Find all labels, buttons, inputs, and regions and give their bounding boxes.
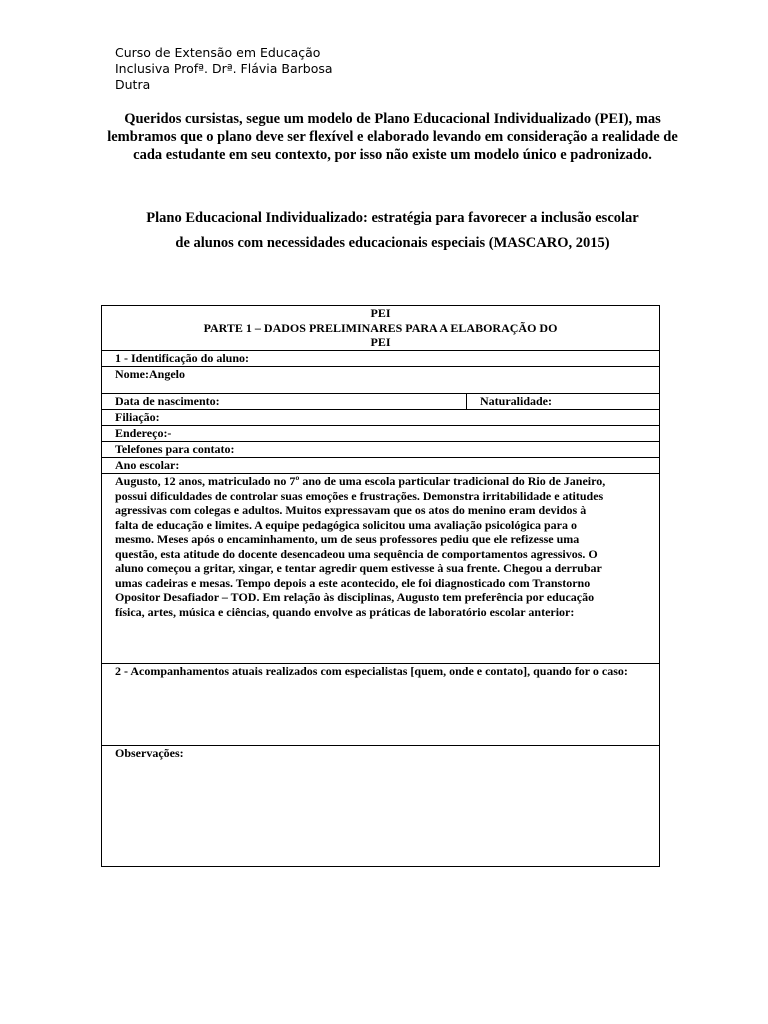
form-heading-line: PARTE 1 – DADOS PRELIMINARES PARA A ELABORAÇÃO DO bbox=[203, 320, 558, 335]
field-descricao[interactable]: Augusto, 12 anos, matriculado no 7º ano de uma escola particular tradicional do Rio de Janeiro, possui dificuldades de controlar suas emoções e frustrações. Demonstra irritabilidade e atitudes agressivas com colegas e adultos. Muitos expressavam que os atos do menino eram devidos à falta de educação e limites. A equipe pedagógica solicitou uma avaliação psicológica para o mesmo. Meses após o encaminhamento, um de seus professores pediu que ele refizesse uma questão, esta atitude do docente desencadeou uma sequência de comportamentos agressivos. O aluno começou a gritar, xingar, e tentar agredir quem estivesse à sua frente. Chegou a derrubar umas cadeiras e mesas. Tempo depois a este acontecido, ele foi diagnosticado com Transtorno Opositor Desafiador – TOD. Em relação às disciplinas, Augusto tem preferência por educação física, artes, música e ciências, quando envolve as práticas de laboratório escolar anterior: bbox=[102, 474, 660, 664]
form-row bbox=[102, 410, 660, 426]
field-naturalidade[interactable]: Naturalidade: bbox=[467, 394, 660, 410]
field-ano-escolar[interactable]: Ano escolar: bbox=[102, 458, 660, 474]
form-heading bbox=[102, 306, 660, 351]
form-heading-line: PEI bbox=[370, 306, 391, 320]
form-row bbox=[102, 474, 660, 664]
section-acompanhamentos[interactable]: 2 - Acompanhamentos atuais realizados com especialistas [quem, onde e contato], quando for o caso: bbox=[102, 664, 660, 746]
form-row bbox=[102, 458, 660, 474]
field-filiacao[interactable]: Filiação: bbox=[102, 410, 660, 426]
field-data-nascimento[interactable]: Data de nascimento: bbox=[102, 394, 467, 410]
form-row bbox=[102, 394, 660, 410]
form-row bbox=[102, 442, 660, 458]
form-heading-row bbox=[102, 306, 660, 351]
form-row bbox=[102, 664, 660, 746]
course-header bbox=[115, 45, 375, 92]
form-row bbox=[102, 351, 660, 367]
form-row bbox=[102, 426, 660, 442]
intro-paragraph: Queridos cursistas, segue um modelo de Plano Educacional Individualizado (PEI), mas lembramos que o plano deve ser flexível e elaborado levando em consideração a realidade de cada estudante em seu contexto, por isso não existe um modelo único e padronizado. bbox=[107, 111, 678, 163]
header-line: Curso de Extensão em Educação bbox=[115, 45, 321, 60]
header-line: Dutra bbox=[115, 77, 151, 92]
form-row bbox=[102, 367, 660, 394]
field-telefones[interactable]: Telefones para contato: bbox=[102, 442, 660, 458]
section-identificacao: 1 - Identificação do aluno: bbox=[102, 351, 660, 367]
header-line: Inclusiva Profª. Drª. Flávia Barbosa bbox=[115, 61, 333, 76]
pei-form-table bbox=[101, 305, 660, 867]
field-nome[interactable]: Nome:Angelo bbox=[102, 367, 660, 394]
form-row bbox=[102, 746, 660, 867]
field-endereco[interactable]: Endereço:- bbox=[102, 426, 660, 442]
form-heading-line: PEI bbox=[370, 335, 391, 349]
document-title: Plano Educacional Individualizado: estratégia para favorecer a inclusão escolar bbox=[146, 210, 639, 226]
field-observacoes[interactable]: Observações: bbox=[102, 746, 660, 867]
document-subtitle: de alunos com necessidades educacionais especiais (MASCARO, 2015) bbox=[175, 235, 610, 251]
